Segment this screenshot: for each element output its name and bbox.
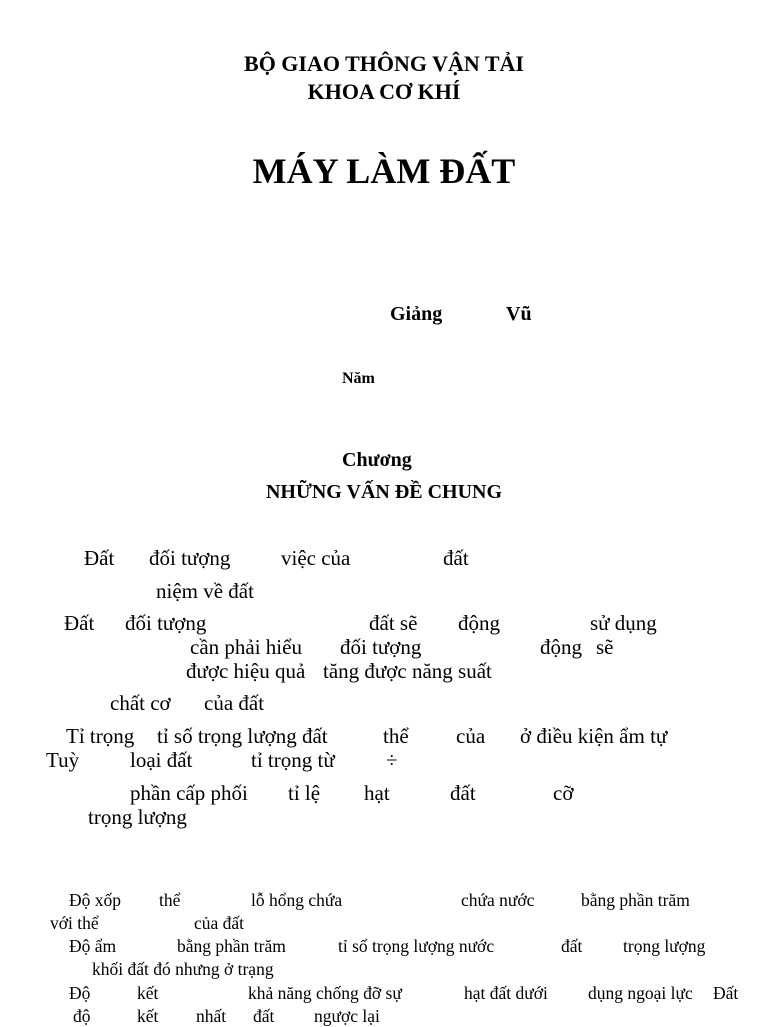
small-line2-word-2: của đất (194, 913, 245, 933)
para2-word-3: thể (383, 724, 409, 748)
small-line1-word-1: Độ xốp (69, 890, 122, 910)
para2-word-4: của (456, 724, 486, 748)
small-line-4: khối đất đó nhưng ở trạng (92, 959, 274, 979)
small-line5-word-2: kết (137, 983, 159, 1003)
section1-word-3: việc của (281, 546, 351, 570)
small-line6-word-4: đất (253, 1006, 275, 1026)
small-line1-word-2: thể (159, 890, 181, 910)
para3-word-3: hạt (364, 781, 390, 805)
para2-line2-word-4: ÷ (386, 748, 398, 772)
para1-line3-word-2: tăng được năng suất (323, 659, 492, 683)
small-line2-word-1: với thể (50, 913, 99, 933)
small-line3-word-4: đất (561, 936, 583, 956)
small-line6-word-3: nhất (196, 1006, 227, 1026)
para1-line2-word-1: cần phải hiểu (190, 635, 302, 659)
small-line3-word-1: Độ ẩm (69, 936, 117, 956)
year-label: Năm (342, 370, 375, 387)
section2-word-1: chất cơ (110, 691, 171, 715)
para1-word-5: sử dụng (590, 611, 657, 635)
para2-word-2: tỉ số trọng lượng đất (157, 724, 328, 748)
para1-line2-word-2: đối tượng (340, 635, 422, 659)
para1-word-3: đất sẽ (369, 611, 418, 635)
para2-line2-word-3: tỉ trọng từ (251, 748, 335, 772)
small-line5-word-3: khả năng chống đỡ sự (248, 983, 402, 1003)
para3-word-4: đất (450, 781, 476, 805)
para3-line-2: trọng lượng (88, 805, 187, 829)
small-line5-word-1: Độ (69, 983, 91, 1003)
small-line5-word-6: Đất (713, 983, 739, 1003)
para3-word-5: cỡ (553, 781, 574, 805)
small-line1-word-5: bằng phần trăm (581, 890, 690, 910)
para1-word-1: Đất (64, 611, 95, 635)
document-title: MÁY LÀM ĐẤT (252, 151, 516, 191)
small-line6-word-2: kết (137, 1006, 159, 1026)
section1-line-2: niệm về đất (156, 579, 254, 603)
section1-word-2: đối tượng (149, 546, 231, 570)
small-line5-word-4: hạt đất dưới (464, 983, 548, 1003)
section2-word-2: của đất (204, 691, 265, 715)
small-line3-word-5: trọng lượng (623, 936, 706, 956)
small-line1-word-3: lỗ hổng chứa (251, 890, 343, 910)
small-line1-word-4: chứa nước (461, 890, 535, 910)
small-line6-word-1: độ (73, 1006, 91, 1026)
small-line3-word-3: tỉ số trọng lượng nước (338, 936, 495, 956)
faculty-heading: KHOA CƠ KHÍ (307, 79, 461, 104)
para2-word-5: ở điều kiện ẩm tự (520, 724, 668, 748)
para2-line2-word-1: Tuỳ (46, 748, 80, 772)
para2-word-1: Tỉ trọng (66, 724, 135, 748)
para1-word-4: động (458, 611, 500, 635)
chapter-title: NHỮNG VẤN ĐỀ CHUNG (265, 481, 503, 503)
lecturer-word-1: Giảng (390, 303, 443, 325)
para1-word-2: đối tượng (125, 611, 207, 635)
section1-word-4: đất (443, 546, 469, 570)
para1-line2-word-4: sẽ (596, 635, 614, 659)
small-line5-word-5: dụng ngoại lực (588, 983, 693, 1003)
para2-line2-word-2: loại đất (130, 748, 193, 772)
small-line6-word-5: ngược lại (314, 1006, 380, 1026)
section1-word-1: Đất (84, 546, 115, 570)
small-line3-word-2: bằng phần trăm (177, 936, 286, 956)
para3-word-1: phần cấp phối (130, 781, 248, 805)
para1-line3-word-1: được hiệu quả (186, 659, 306, 683)
para1-line2-word-3: động (540, 635, 582, 659)
lecturer-word-2: Vũ (506, 303, 532, 325)
chapter-label: Chương (342, 449, 412, 471)
para3-word-2: tỉ lệ (288, 781, 321, 805)
ministry-heading: BỘ GIAO THÔNG VẬN TẢI (244, 51, 524, 76)
